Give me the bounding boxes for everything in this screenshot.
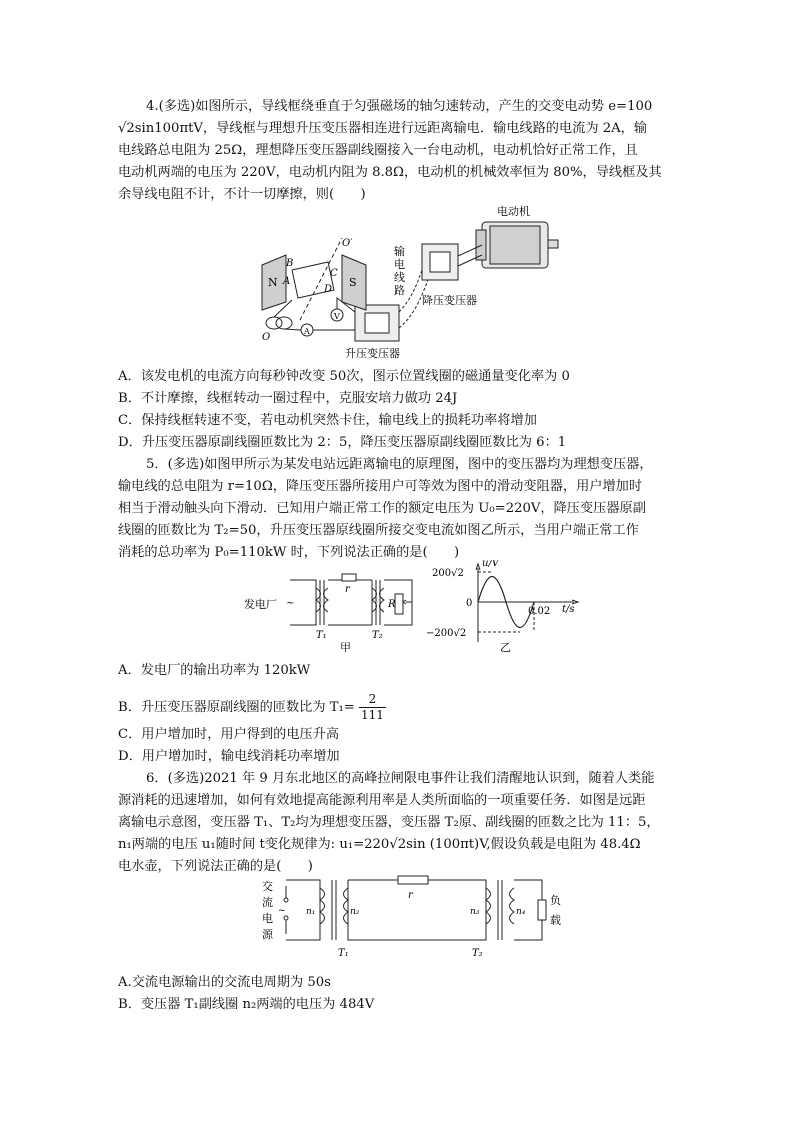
fig5-t1-label: T₁ bbox=[316, 630, 327, 641]
q5-line-3: 相当于滑动触头向下滑动．已知用户端正常工作的额定电压为 U₀=220V，降压变压器原副 bbox=[118, 501, 646, 516]
fig4-line-label-3: 线 bbox=[394, 271, 405, 284]
fig5-bottom-tick: −200√2 bbox=[426, 628, 467, 639]
q5-line-1: 5．(多选)如图甲所示为某发电站远距离输电的原理图，图中的变压器均为理想变压器， bbox=[146, 457, 653, 472]
fig5-t-tick: 0.02 bbox=[528, 606, 551, 617]
fig6-n4-label: n₄ bbox=[516, 907, 526, 917]
fig5-zero-tick: 0 bbox=[466, 598, 473, 609]
fig4-ammeter-label: A bbox=[304, 327, 310, 336]
q6-line-3: 离输电示意图，变压器 T₁、T₂均为理想变压器，变压器 T₂原、副线圈的匝数之比为 11：5， bbox=[118, 815, 660, 830]
q6-line-4: n₁两端的电压 u₁随时间 t变化规律为: u₁=220√2sin (100πt)V,假设负载是电阻为 48.4Ω bbox=[118, 837, 641, 852]
fig4-oprime-label: O′ bbox=[342, 238, 353, 249]
fig4-c-label: C bbox=[330, 268, 338, 279]
q6-line-5: 电水壶，下列说法正确的是( ) bbox=[118, 859, 313, 874]
fig5-rr-label: R bbox=[388, 599, 396, 610]
q5-option-b-fraction bbox=[359, 692, 386, 723]
fig4-line-label-2: 电 bbox=[394, 258, 405, 271]
fig6-n3-label: n₃ bbox=[470, 907, 480, 917]
fig6-n2-label: n₂ bbox=[350, 907, 360, 917]
q6-option-a: A.交流电源输出的交流电周期为 50s bbox=[118, 975, 331, 990]
fig4-up-transformer-label: 升压变压器 bbox=[345, 347, 400, 360]
q4-option-c: C．保持线框转速不变，若电动机突然卡住，输电线上的损耗功率将增加 bbox=[118, 413, 537, 428]
q4-line-3: 电线路总电阻为 25Ω，理想降压变压器副线圈接入一台电动机，电动机恰好正常工作，且 bbox=[118, 143, 638, 158]
q5-option-a: A．发电厂的输出功率为 120kW bbox=[118, 663, 311, 678]
q4-line-4: 电动机两端的电压为 220V，电动机内阻为 8.8Ω，电动机的机械效率恒为 80%，导线框及其 bbox=[118, 165, 662, 180]
q5-option-d: D．用户增加时，输电线消耗功率增加 bbox=[118, 749, 340, 764]
q4-option-b: B．不计摩擦，线框转动一圈过程中，克服安培力做功 24J bbox=[118, 391, 458, 406]
fig6-load-label-1: 负 bbox=[550, 894, 561, 907]
fig6-n1-label: n₁ bbox=[306, 907, 316, 917]
fig5-r-label: r bbox=[345, 584, 350, 595]
fig6-t2-label: T₂ bbox=[472, 948, 483, 959]
fig6-t1-label: T₁ bbox=[338, 948, 349, 959]
fig4-d-label: D bbox=[324, 284, 333, 295]
q6-figure bbox=[258, 872, 570, 967]
q6-line-1: 6．(多选)2021 年 9 月东北地区的高峰拉闸限电事件让我们清醒地认识到，随着人类能 bbox=[146, 771, 655, 786]
fig6-source-label-1: 交 bbox=[262, 880, 273, 893]
q5-line-4: 线圈的匝数比为 T₂=50，升压变压器原线圈所接交变电流如图乙所示，当用户端正常工作 bbox=[118, 523, 639, 538]
fig4-line-label-4: 路 bbox=[394, 284, 405, 297]
fig6-source-label-2: 流 bbox=[262, 896, 273, 909]
q4-option-a: A．该发电机的电流方向每秒钟改变 50次，图示位置线圈的磁通量变化率为 0 bbox=[118, 369, 570, 384]
q5-figure bbox=[244, 560, 594, 655]
fig4-s-label: S bbox=[349, 276, 357, 289]
fig5-tilde-label: ~ bbox=[286, 598, 295, 609]
fig6-source-label-4: 源 bbox=[262, 928, 273, 941]
q4-line-5: 余导线电阻不计，不计一切摩擦，则( ) bbox=[118, 187, 366, 202]
fig5-top-tick: 200√2 bbox=[432, 568, 464, 579]
fig4-down-transformer-label: 降压变压器 bbox=[422, 294, 477, 307]
fig4-b-label: B bbox=[286, 258, 294, 269]
q5-option-b bbox=[118, 692, 386, 723]
fig5-yi-label: 乙 bbox=[500, 641, 511, 654]
fig4-line-label-1: 输 bbox=[394, 245, 405, 258]
fig4-voltmeter-label: V bbox=[334, 312, 340, 321]
q5-option-b-text: B．升压变压器原副线圈的匝数比为 T₁= bbox=[118, 700, 355, 715]
q5-option-c: C．用户增加时，用户得到的电压升高 bbox=[118, 727, 340, 742]
q5-line-2: 输电线的总电阻为 r=10Ω，降压变压器所接用户可等效为图中的滑动变阻器，用户增加时 bbox=[118, 479, 643, 494]
fig6-source-label-3: 电 bbox=[262, 912, 273, 925]
q4-line-1: 4.(多选)如图所示，导线框绕垂直于匀强磁场的轴匀速转动，产生的交变电动势 e=100 bbox=[146, 99, 653, 114]
q6-option-b: B．变压器 T₁副线圈 n₂两端的电压为 484V bbox=[118, 997, 375, 1012]
q4-figure bbox=[250, 200, 570, 365]
fig5-ts-label: t/s bbox=[562, 604, 575, 615]
fig5-t2-label: T₂ bbox=[372, 630, 383, 641]
fig6-tilde-label: ~ bbox=[278, 906, 286, 916]
fig4-a-label: A bbox=[283, 276, 291, 287]
fig6-r-label: r bbox=[408, 890, 413, 901]
q6-line-2: 源消耗的迅速增加，如何有效地提高能源利用率是人类所面临的一项重要任务．如图是远距 bbox=[118, 793, 646, 808]
fig4-n-label: N bbox=[268, 276, 278, 289]
q4-option-d: D．升压变压器原副线圈匝数比为 2：5，降压变压器原副线圈匝数比为 6：1 bbox=[118, 435, 567, 450]
q5-line-5: 消耗的总功率为 P₀=110kW 时，下列说法正确的是( ) bbox=[118, 545, 460, 560]
fraction-numerator: 2 bbox=[359, 692, 386, 708]
q4-line-2: √2sin100πtV，导线框与理想升压变压器相连进行远距离输电．输电线路的电流为 2A，输 bbox=[118, 121, 648, 136]
fig5-uv-label: u/V bbox=[482, 560, 500, 569]
fig4-motor-label: 电动机 bbox=[497, 205, 530, 218]
fig5-jia-label: 甲 bbox=[340, 641, 351, 654]
fig5-plant-label: 发电厂 bbox=[244, 598, 277, 611]
fig6-load-label-2: 载 bbox=[550, 914, 561, 927]
fig4-o-label: O bbox=[262, 332, 271, 343]
fraction-denominator: 111 bbox=[361, 708, 384, 722]
